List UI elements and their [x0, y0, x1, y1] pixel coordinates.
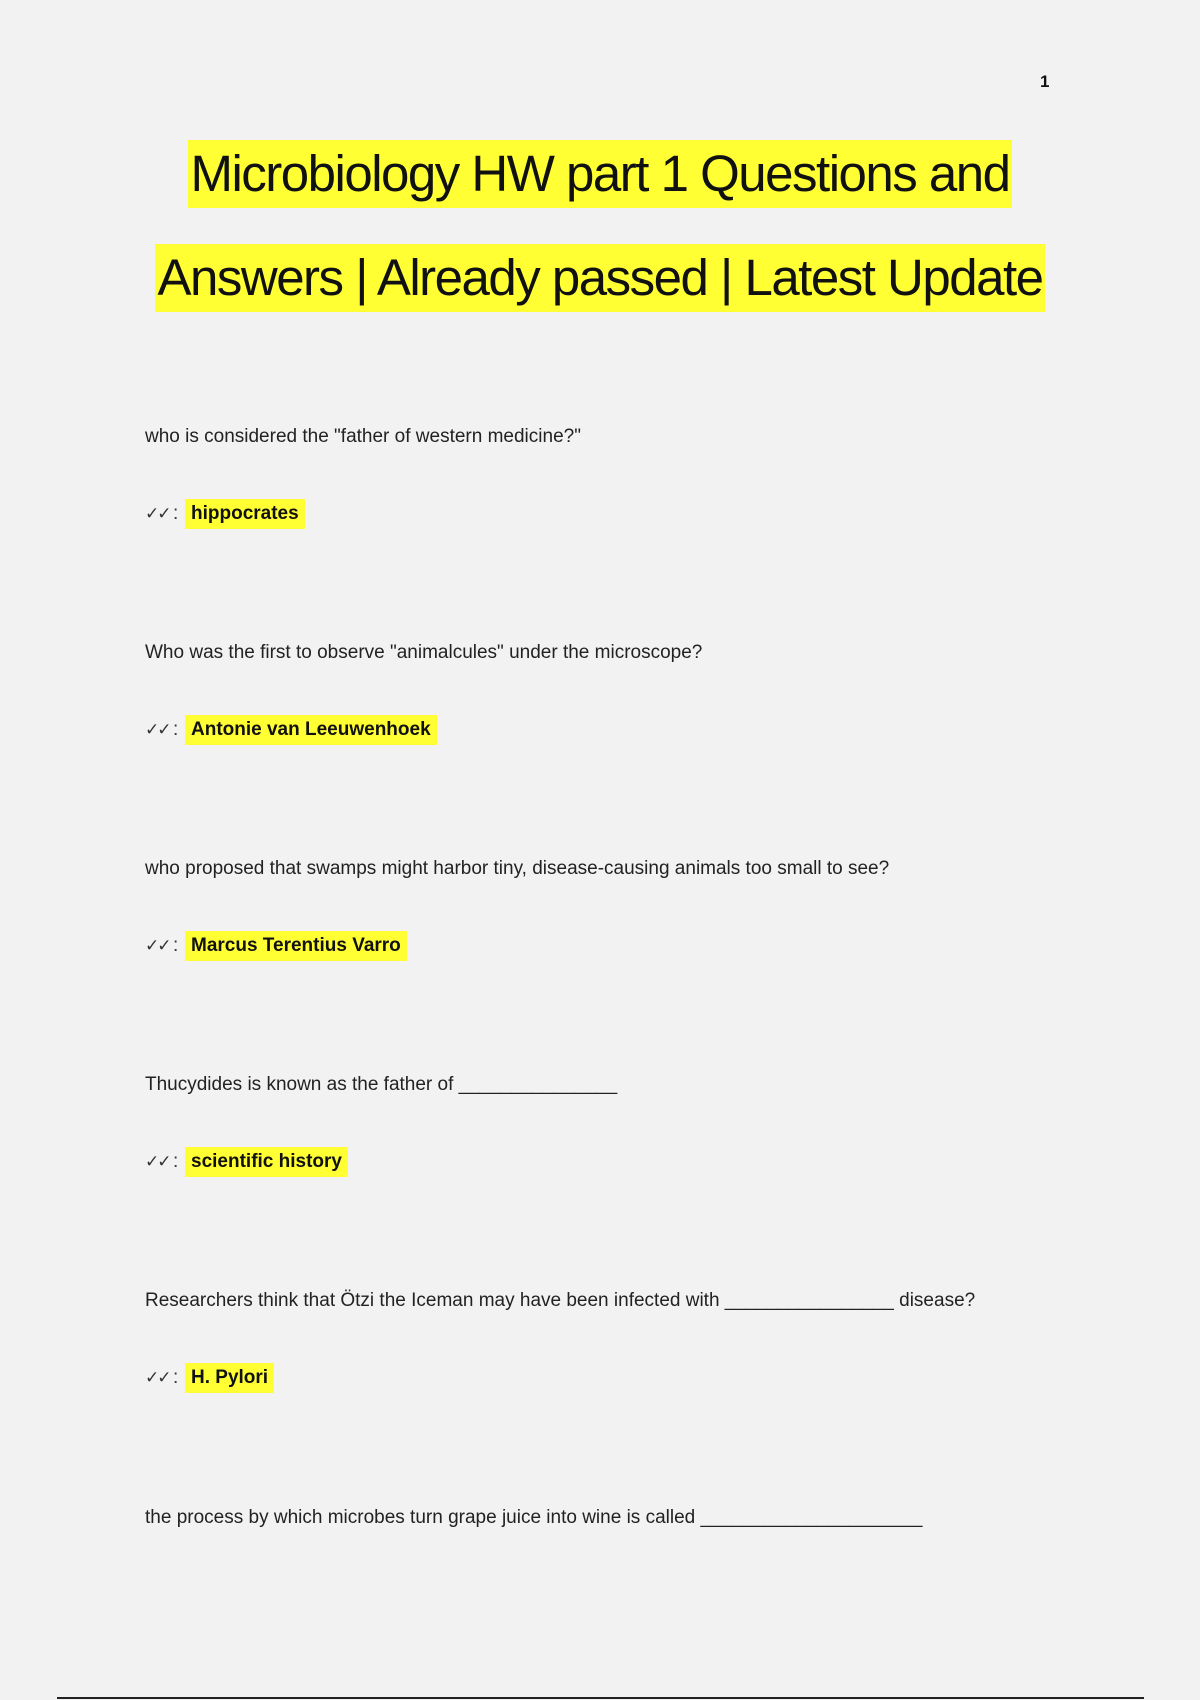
qa-item-5 — [145, 1289, 1075, 1393]
qa-item-1 — [145, 425, 1075, 529]
double-check-icon: ✓✓ — [145, 504, 170, 524]
answer-colon: : — [173, 1367, 179, 1388]
title-line-1: Microbiology HW part 1 Questions and — [188, 140, 1011, 208]
answer-text: scientific history — [185, 1147, 348, 1177]
question-text: Who was the first to observe "animalcules" under the microscope? — [145, 642, 703, 663]
question-text: the process by which microbes turn grape juice into wine is called _____________________ — [145, 1507, 923, 1528]
qa-item-6 — [145, 1506, 1075, 1530]
answer-row — [145, 931, 1075, 961]
answer-row — [145, 1147, 1075, 1177]
answer-colon: : — [173, 719, 179, 740]
document-title — [0, 140, 1200, 312]
answer-row — [145, 1363, 1075, 1393]
question-text: who is considered the "father of western medicine?" — [145, 426, 581, 447]
answer-colon: : — [173, 503, 179, 524]
answer-row — [145, 499, 1075, 529]
answer-text: H. Pylori — [185, 1363, 274, 1393]
answer-text: Marcus Terentius Varro — [185, 931, 407, 961]
double-check-icon: ✓✓ — [145, 1152, 170, 1172]
double-check-icon: ✓✓ — [145, 720, 170, 740]
answer-row — [145, 715, 1075, 745]
page-number: 1 — [1040, 72, 1050, 91]
answer-colon: : — [173, 1151, 179, 1172]
page-bottom-rule — [57, 1697, 1144, 1699]
double-check-icon: ✓✓ — [145, 1368, 170, 1388]
answer-text: hippocrates — [185, 499, 305, 529]
answer-text: Antonie van Leeuwenhoek — [185, 715, 437, 745]
question-text: Researchers think that Ötzi the Iceman may have been infected with ________________ disease? — [145, 1290, 976, 1311]
question-text: who proposed that swamps might harbor tiny, disease-causing animals too small to see? — [145, 858, 890, 879]
double-check-icon: ✓✓ — [145, 936, 170, 956]
qa-item-4 — [145, 1073, 1075, 1177]
qa-item-3 — [145, 857, 1075, 961]
answer-colon: : — [173, 935, 179, 956]
qa-item-2 — [145, 641, 1075, 745]
title-line-2: Answers | Already passed | Latest Update — [155, 244, 1044, 312]
question-text: Thucydides is known as the father of _______________ — [145, 1074, 618, 1095]
